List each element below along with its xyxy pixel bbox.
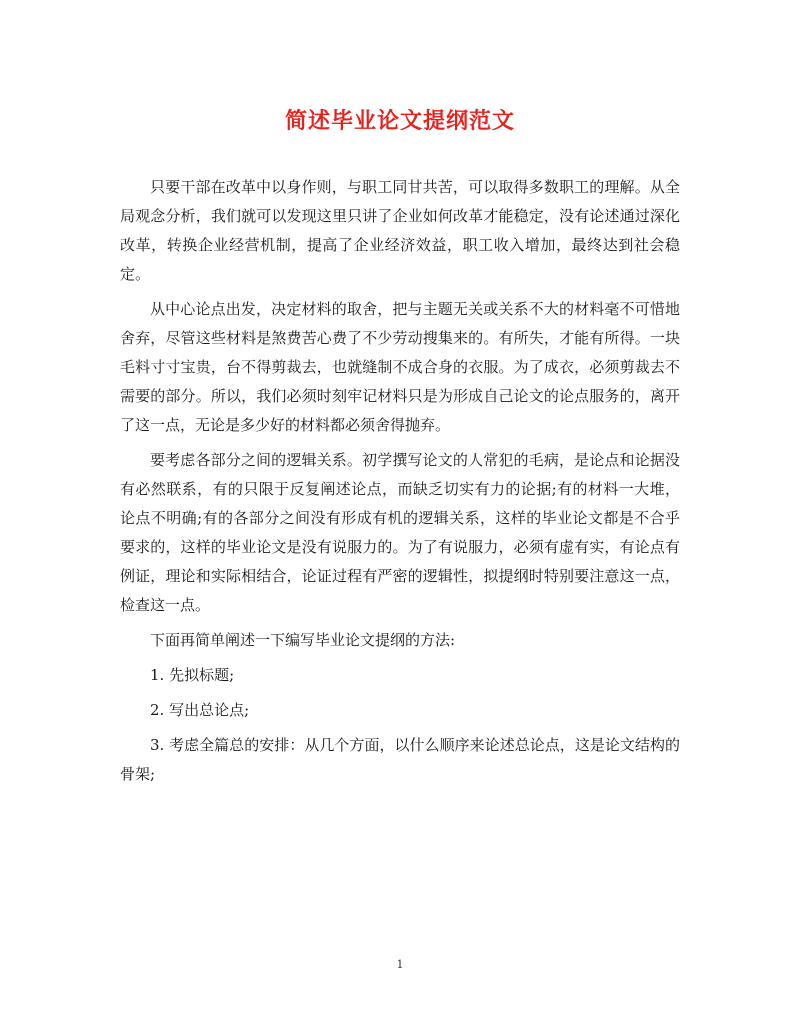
list-item-step-3: 3. 考虑全篇总的安排：从几个方面，以什么顺序来论述总论点，这是论文结构的骨架; bbox=[120, 736, 680, 783]
list-item-step-1: 1. 先拟标题; bbox=[150, 666, 235, 684]
paragraph-logic: 要考虑各部分之间的逻辑关系。初学撰写论文的人常犯的毛病，是论点和论据没有必然联系，有的只限于反复阐述论点，而缺乏切实有力的论据;有的材料一大堆，论点不明确;有的各部分之间没有形成有机的逻辑关系，这样的毕业论文都是不合乎要求的，这样的毕业论文是没有说服力的。为了有说服力，必须有虚有实，有论点有例证，理论和实际相结合，论证过程有严密的逻辑性，拟提纲时特别要注意这一点，检查这一点。 bbox=[120, 451, 680, 614]
document-title: 简述毕业论文提纲范文 bbox=[284, 109, 515, 134]
document-body bbox=[120, 173, 680, 795]
list-item-step-2: 2. 写出总论点; bbox=[150, 701, 250, 719]
paragraph-method-intro: 下面再简单阐述一下编写毕业论文提纲的方法: bbox=[150, 631, 456, 649]
paragraph-material-selection: 从中心论点出发，决定材料的取舍，把与主题无关或关系不大的材料毫不可惜地舍弃，尽管这些材料是煞费苦心费了不少劳动搜集来的。有所失，才能有所得。一块毛料寸寸宝贵，台不得剪裁去，也就缝制不成合身的衣服。为了成衣，必须剪裁去不需要的部分。所以，我们必须时刻牢记材料只是为形成自己论文的论点服务的，离开了这一点，无论是多少好的材料都必须舍得抛弃。 bbox=[120, 300, 680, 434]
paragraph-intro: 只要干部在改革中以身作则，与职工同甘共苦，可以取得多数职工的理解。从全局观念分析，我们就可以发现这里只讲了企业如何改革才能稳定，没有论述通过深化改革，转换企业经营机制，提高了企业经济效益，职工收入增加，最终达到社会稳定。 bbox=[120, 178, 680, 283]
page-number: 1 bbox=[396, 958, 404, 971]
